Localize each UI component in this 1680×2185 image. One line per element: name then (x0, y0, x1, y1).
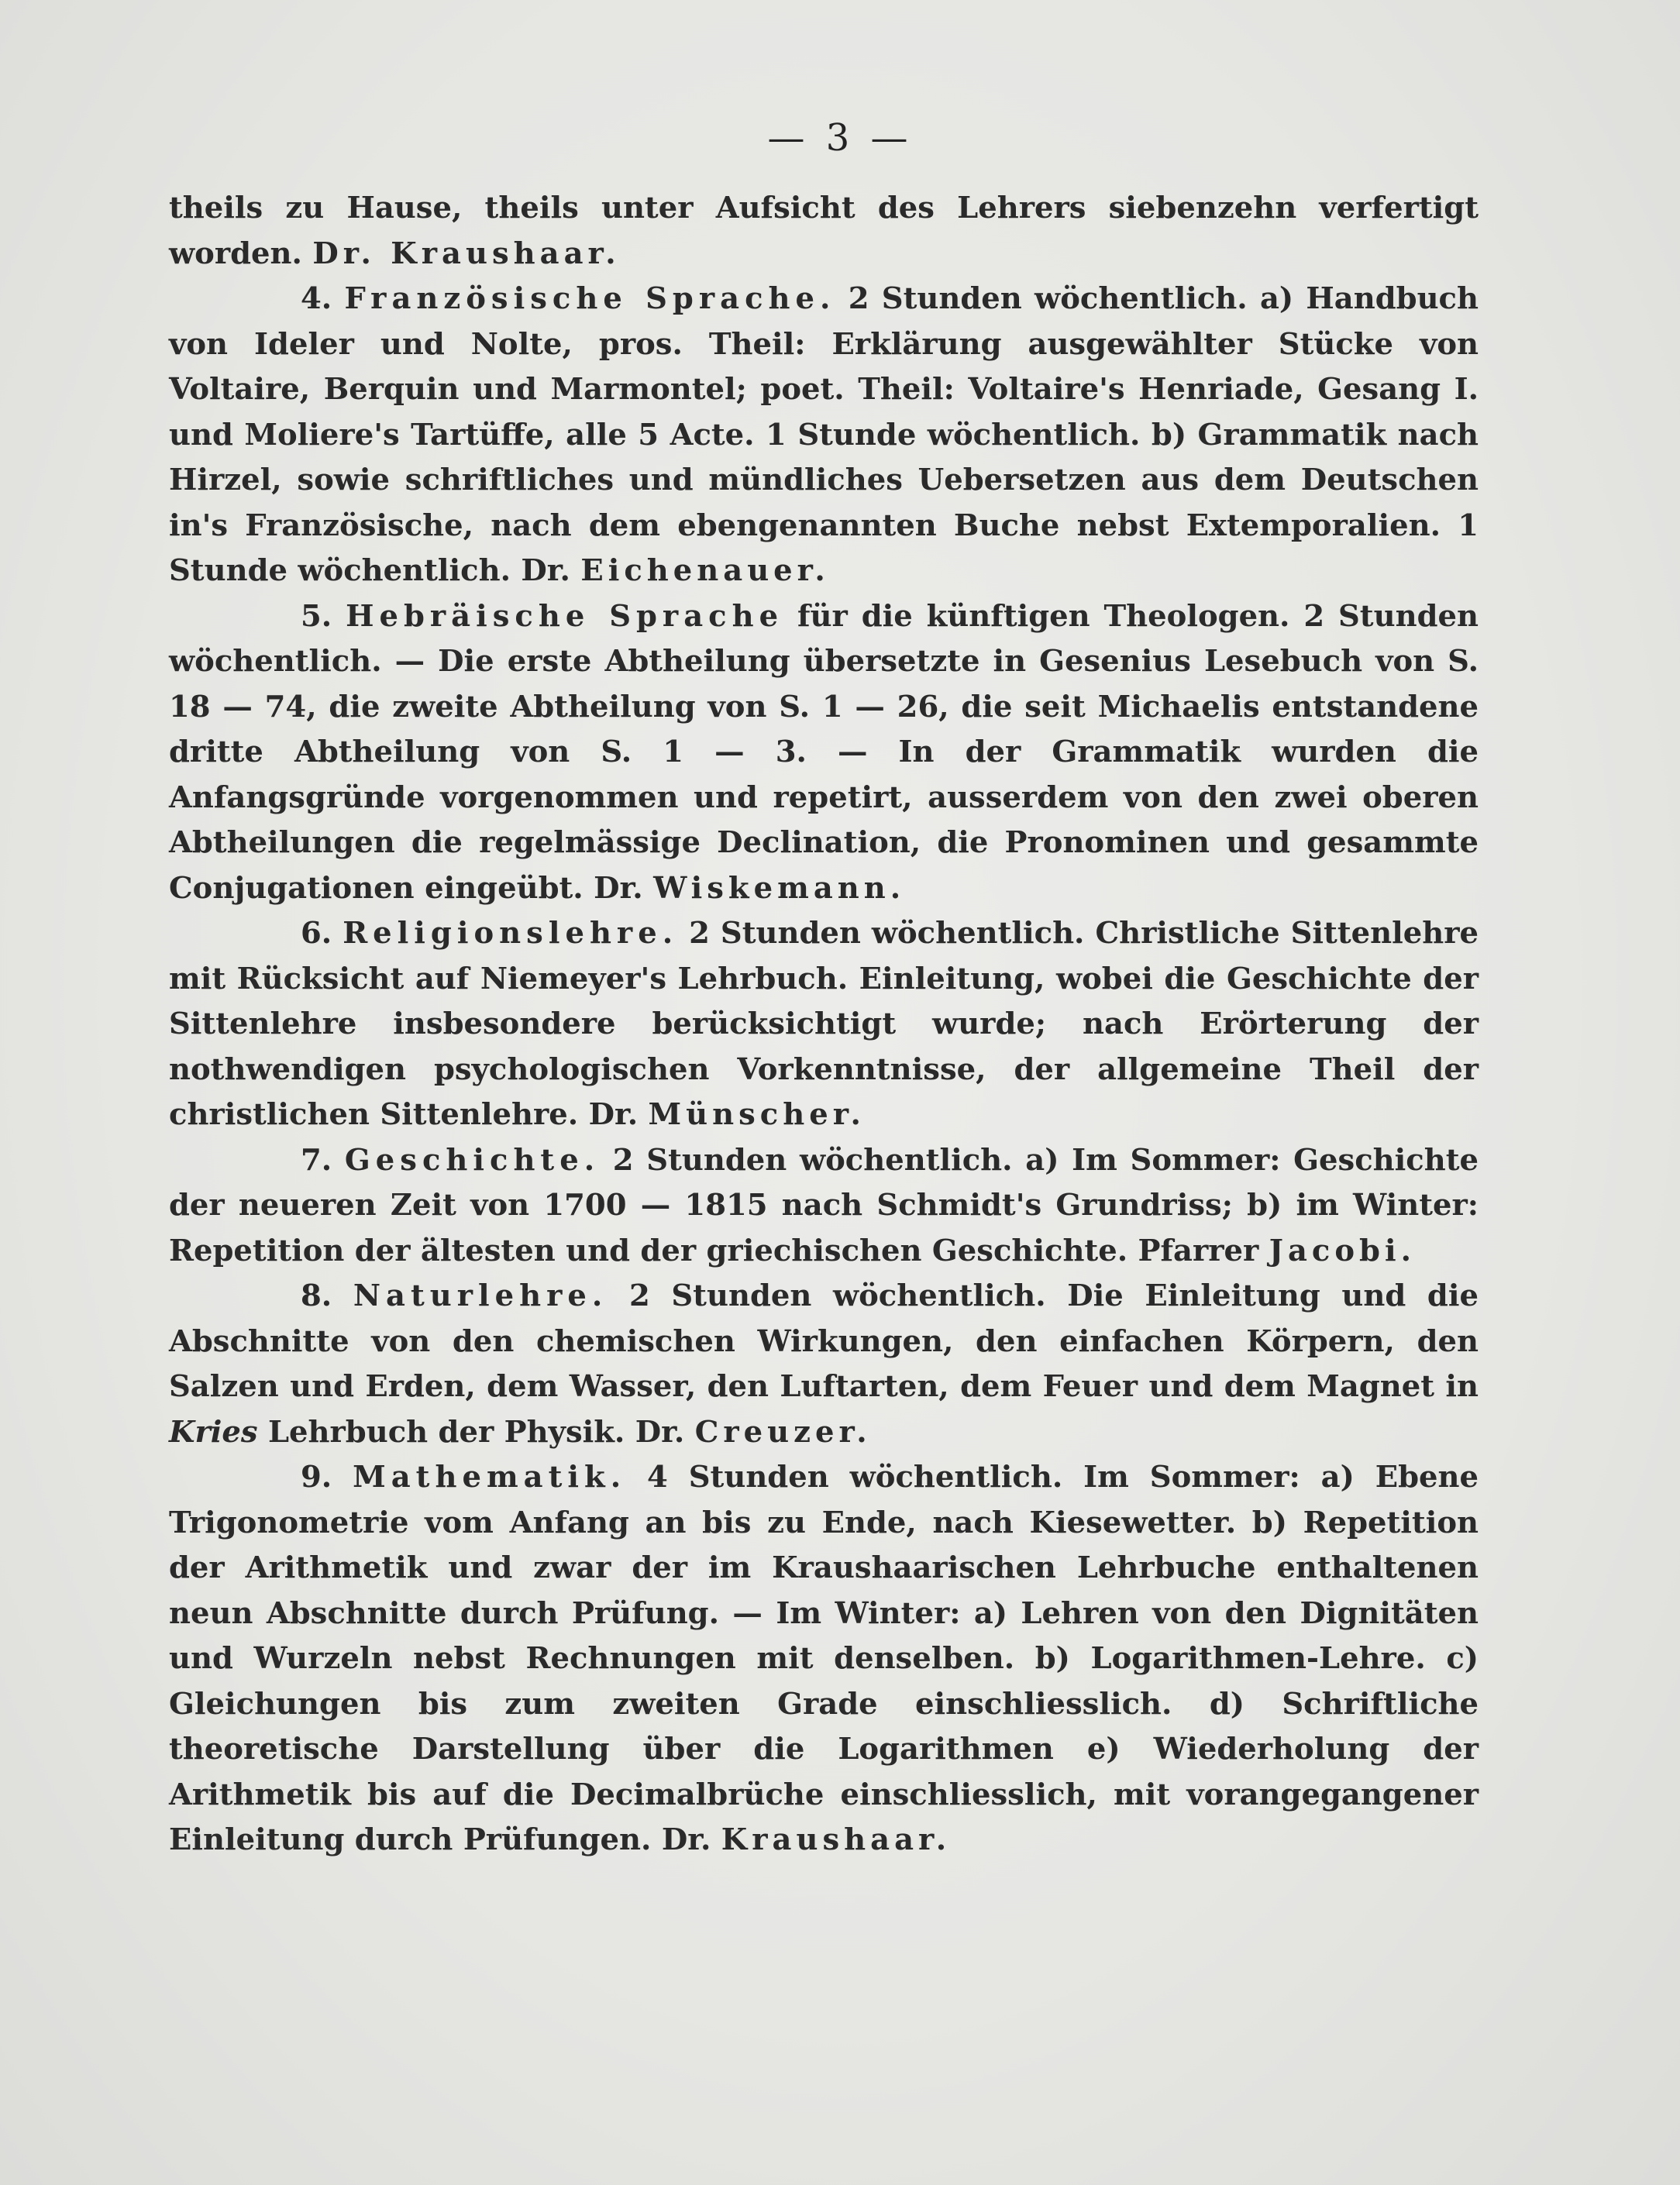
paragraph-text: 2 Stunden wöchentlich. a) Im Sommer: Geschichte der neueren Zeit von 1700 — 1815 nach Schmidt's Grundriss; b) im Winter: Repetition der ältesten und der griechischen Geschichte. (169, 1142, 1479, 1268)
subject-heading: Naturlehre. (353, 1278, 608, 1313)
paragraph-text: theils zu Hause, theils unter Aufsicht des Lehrers siebenzehn verfertigt worden. (169, 191, 1479, 271)
section-number: 8. (301, 1278, 353, 1313)
section-number: 6. (301, 916, 343, 951)
subject-heading: Geschichte. (344, 1142, 601, 1178)
teacher-name: Eichenauer. (580, 553, 830, 588)
paragraph-text: Lehrbuch der Physik. (257, 1414, 635, 1450)
section-number: 7. (301, 1142, 345, 1178)
subject-heading: Hebräische Sprache (346, 598, 784, 634)
teacher-prefix: Dr. (661, 1822, 721, 1857)
paragraph-text: 2 Stunden wöchentlich. Christliche Sittenlehre mit Rücksicht auf Niemeyer's Lehrbuch. Einleitung, wobei die Geschichte der Sittenlehre insbesondere berücksichtigt wurde; nach Erörterung der nothwendigen psychologischen Vorkenntnisse, der allgemeine Theil der christlichen Sittenlehre. (169, 916, 1479, 1132)
section-number: 4. (301, 281, 345, 316)
teacher-name: Wiskemann. (653, 870, 906, 906)
paragraph-hebrew (169, 594, 1479, 912)
section-number: 5. (301, 598, 346, 634)
teacher-prefix: Pfarrer (1138, 1233, 1269, 1268)
paragraph-physics (169, 1274, 1479, 1455)
paragraph-french (169, 277, 1479, 594)
paragraph-text: 2 Stunden wöchentlich. Die Einleitung und die Abschnitte von den chemischen Wirkungen, den einfachen Körpern, den Salzen und Erden, dem Wasser, den Luftarten, dem Feuer und dem Magnet in (169, 1278, 1479, 1404)
subject-heading: Mathematik. (353, 1460, 627, 1495)
book-author-italic: Kries (169, 1414, 258, 1450)
paragraph-religion (169, 911, 1479, 1138)
teacher-prefix: Dr. (521, 553, 581, 588)
subject-heading: Religionslehre. (343, 916, 679, 951)
paragraph-continuation (169, 186, 1479, 277)
section-number: 9. (301, 1460, 353, 1495)
paragraph-text: 4 Stunden wöchentlich. Im Sommer: a) Ebene Trigonometrie vom Anfang an bis zu Ende, nach Kiesewetter. b) Repetition der Arithmetik und zwar der im Kraushaarischen Lehrbuche enthaltenen neun Abschnitte durch Prüfung. — Im Winter: a) Lehren von den Dignitäten und Wurzeln nebst Rechnungen mit denselben. b) Logarithmen-Lehre. c) Gleichungen bis zum zweiten Grade einschliesslich. d) Schriftliche theoretische Darstellung über die Logarithmen e) Wiederholung der Arithmetik bis auf die Decimalbrüche einschliesslich, mit vorangegangener Einleitung durch Prüfungen. (169, 1460, 1479, 1857)
subject-heading: Französische Sprache. (344, 281, 836, 316)
teacher-name: Kraushaar. (721, 1822, 952, 1857)
page-number: — 3 — (767, 116, 913, 160)
teacher-name: Jacobi. (1269, 1233, 1416, 1268)
teacher-prefix: Dr. (594, 870, 654, 906)
teacher-prefix: Dr. (588, 1097, 649, 1132)
paragraph-mathematics (169, 1455, 1479, 1863)
teacher-name: Dr. Kraushaar. (312, 236, 621, 271)
paragraph-text: 2 Stunden wöchentlich. a) Handbuch von Ideler und Nolte, pros. Theil: Erklärung ausgewählter Stücke von Voltaire, Berquin und Marmontel; poet. Theil: Voltaire's Henriade, Gesang I. und Moliere's Tartüffe, alle 5 Acte. 1 Stunde wöchentlich. b) Grammatik nach Hirzel, sowie schriftliches und mündliches Uebersetzen aus dem Deutschen in's Französische, nach dem ebengenannten Buche nebst Extemporalien. 1 Stunde wöchentlich. (169, 281, 1479, 588)
teacher-name: Münscher. (648, 1097, 866, 1132)
teacher-name: Creuzer. (694, 1414, 872, 1450)
paragraph-text: für die künftigen Theologen. 2 Stunden wöchentlich. — Die erste Abtheilung übersetzte in Gesenius Lesebuch von S. 18 — 74, die zweite Abtheilung von S. 1 — 26, die seit Michaelis entstandene dritte Abtheilung von S. 1 — 3. — In der Grammatik wurden die Anfangsgründe vorgenommen und repetirt, ausserdem von den zwei oberen Abtheilungen die regelmässige Declination, die Pronominen und gesammte Conjugationen eingeübt. (169, 598, 1479, 906)
document-body (169, 186, 1479, 1863)
paragraph-history (169, 1138, 1479, 1275)
teacher-prefix: Dr. (635, 1414, 695, 1450)
